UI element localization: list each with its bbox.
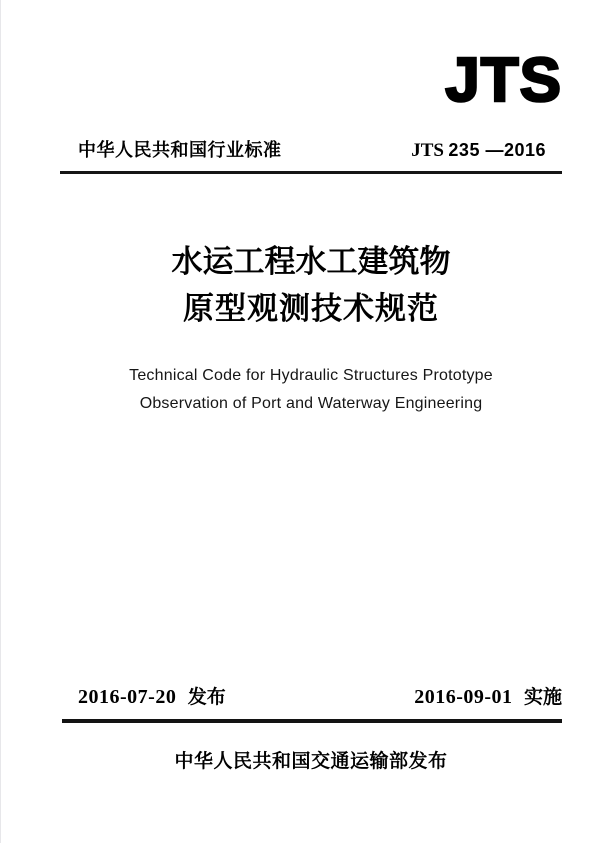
publish-date-label: 发布 (187, 687, 226, 708)
standard-code (411, 140, 546, 162)
cover-content (60, 0, 562, 843)
english-title-line2: Observation of Port and Waterway Engineering (139, 395, 483, 412)
effective-date-label: 实施 (523, 687, 562, 708)
effective-date: 2016-09-01 (414, 686, 513, 708)
jts-logo: JTS (445, 46, 562, 115)
publish-date-group (78, 682, 226, 709)
main-title-line1: 水运工程水工建筑物 (171, 244, 451, 279)
publisher-line: 中华人民共和国交通运输部发布 (174, 751, 448, 772)
effective-date-group (414, 682, 562, 709)
main-title-chinese (60, 238, 562, 332)
standard-code-number: 235 —2016 (448, 140, 546, 160)
header-rule (60, 171, 562, 174)
english-title (60, 362, 562, 418)
standard-header-row (60, 136, 562, 162)
standard-code-prefix: JTS (411, 140, 444, 161)
standard-type-label: 中华人民共和国行业标准 (78, 140, 282, 160)
dates-row (60, 682, 562, 709)
english-title-line1: Technical Code for Hydraulic Structures Prototype (129, 367, 493, 384)
footer-rule (62, 719, 562, 723)
publish-date: 2016-07-20 (78, 686, 177, 708)
main-title-line2: 原型观测技术规范 (183, 291, 439, 326)
